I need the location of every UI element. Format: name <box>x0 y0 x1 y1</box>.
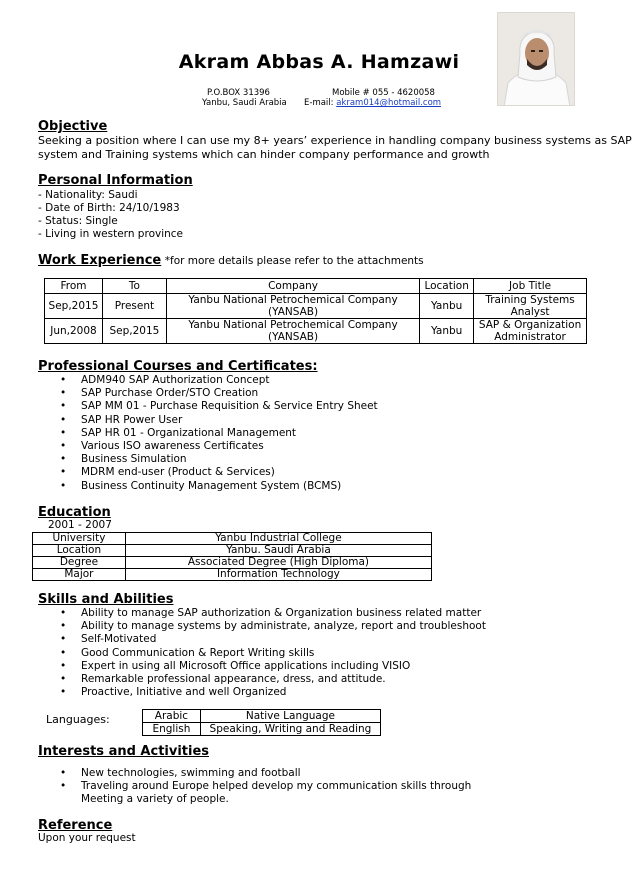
bullet-icon: • <box>60 607 67 619</box>
list-item <box>43 607 486 620</box>
education-heading: Education <box>38 505 111 520</box>
skill-text: Good Communication & Report Writing skills <box>81 646 315 659</box>
bullet-icon: • <box>60 387 67 400</box>
bullet-icon: • <box>60 646 67 659</box>
bullet-icon: • <box>60 453 67 466</box>
edu-value: Information Technology <box>125 569 431 581</box>
cell-from: Sep,2015 <box>45 294 103 319</box>
language-name: English <box>143 723 201 736</box>
po-box: P.O.BOX 31396 <box>207 88 270 98</box>
profile-photo <box>497 12 575 106</box>
skill-text: Ability to manage SAP authorization & Organization business related matter <box>81 607 482 619</box>
interests-list <box>43 767 471 807</box>
table-row <box>45 319 587 344</box>
list-item <box>43 374 378 387</box>
list-item <box>43 673 486 686</box>
interest-text-continued: Meeting a variety of people. <box>81 793 229 806</box>
cell-job-title <box>474 294 587 319</box>
table-row <box>143 723 381 736</box>
interests-heading: Interests and Activities <box>38 744 210 759</box>
course-text: Various ISO awareness Certificates <box>81 439 264 452</box>
date-of-birth: - Date of Birth: 24/10/1983 <box>38 202 180 214</box>
bullet-icon: • <box>60 686 67 699</box>
list-item <box>43 387 378 400</box>
portrait-image <box>498 13 575 106</box>
skill-text: Expert in using all Microsoft Office applications including VISIO <box>81 659 411 672</box>
list-item <box>43 686 486 699</box>
table-row <box>33 569 432 581</box>
list-item <box>43 793 471 806</box>
job-title-line-2: Analyst <box>510 306 550 318</box>
bullet-icon: • <box>60 659 67 672</box>
course-text: Business Simulation <box>81 453 187 466</box>
list-item <box>43 440 378 453</box>
table-row <box>45 294 587 319</box>
email-line <box>304 98 441 109</box>
objective-heading: Objective <box>38 119 108 134</box>
table-row <box>33 545 432 557</box>
skill-text: Remarkable professional appearance, dress, and attitude. <box>81 672 386 685</box>
edu-label: University <box>33 533 126 545</box>
list-item <box>43 400 378 413</box>
bullet-icon: • <box>60 780 67 793</box>
bullet-icon: • <box>60 672 67 685</box>
cell-to: Sep,2015 <box>102 319 166 344</box>
work-experience-table <box>44 278 587 344</box>
work-experience-note: *for more details please refer to the attachments <box>164 255 424 267</box>
table-row <box>143 710 381 723</box>
cell-company: Yanbu National Petrochemical Company (YANSAB) <box>166 294 419 319</box>
course-text: SAP Purchase Order/STO Creation <box>81 387 259 400</box>
course-text: ADM940 SAP Authorization Concept <box>81 374 270 386</box>
objective-line-1: Seeking a position where I can use my 8+ years’ experience in handling company business systems as SAP <box>38 134 632 147</box>
cell-from: Jun,2008 <box>45 319 103 344</box>
cell-job-title <box>474 319 587 344</box>
list-item <box>43 427 378 440</box>
list-item <box>43 780 471 793</box>
list-item <box>43 633 486 646</box>
table-row <box>33 557 432 569</box>
candidate-name: Akram Abbas A. Hamzawi <box>178 51 460 73</box>
skill-text: Ability to manage systems by administrate, analyze, report and troubleshoot <box>81 620 486 633</box>
list-item <box>43 453 378 466</box>
bullet-icon: • <box>60 439 67 452</box>
reference-heading: Reference <box>38 818 113 833</box>
col-company: Company <box>166 279 419 294</box>
bullet-icon: • <box>60 413 67 426</box>
interest-text: Traveling around Europe helped develop my communication skills through <box>81 780 472 793</box>
language-level: Speaking, Writing and Reading <box>200 723 380 736</box>
col-location: Location <box>420 279 474 294</box>
mobile-number: Mobile # 055 - 4620058 <box>332 88 435 98</box>
course-text: Business Continuity Management System (BCMS) <box>81 479 342 492</box>
course-text: SAP HR 01 - Organizational Management <box>81 426 297 439</box>
skill-text: Proactive, Initiative and well Organized <box>81 686 287 699</box>
col-from: From <box>45 279 103 294</box>
email-link[interactable]: akram014@hotmail.com <box>336 98 442 108</box>
courses-list <box>43 374 378 493</box>
city: Yanbu, Saudi Arabia <box>202 98 287 108</box>
list-item <box>43 647 486 660</box>
edu-label: Major <box>33 569 126 581</box>
education-table <box>32 532 432 581</box>
skill-text: Self-Motivated <box>81 633 157 646</box>
language-level: Native Language <box>200 710 380 723</box>
edu-label: Degree <box>33 557 126 569</box>
email-label: E-mail: <box>304 98 334 108</box>
course-text: SAP MM 01 - Purchase Requisition & Service Entry Sheet <box>81 400 378 413</box>
interest-text: New technologies, swimming and football <box>81 767 301 779</box>
job-title-line-1: Training Systems <box>485 294 575 306</box>
courses-heading: Professional Courses and Certificates: <box>38 359 318 374</box>
marital-status: - Status: Single <box>38 215 118 227</box>
cell-to: Present <box>102 294 166 319</box>
bullet-icon: • <box>60 426 67 439</box>
edu-value: Yanbu Industrial College <box>125 533 431 545</box>
bullet-icon: • <box>60 400 67 413</box>
list-item <box>43 620 486 633</box>
bullet-icon: • <box>60 633 67 646</box>
language-name: Arabic <box>143 710 201 723</box>
work-experience-heading: Work Experience <box>38 253 162 268</box>
work-table-header <box>45 279 587 294</box>
skills-heading: Skills and Abilities <box>38 592 174 607</box>
list-item <box>43 414 378 427</box>
personal-info-heading: Personal Information <box>38 173 193 188</box>
job-title-line-2: Administrator <box>494 331 566 343</box>
edu-value: Yanbu. Saudi Arabia <box>125 545 431 557</box>
bullet-icon: • <box>60 479 67 492</box>
list-item <box>43 466 378 479</box>
list-item <box>43 660 486 673</box>
cell-company: Yanbu National Petrochemical Company (YANSAB) <box>166 319 419 344</box>
nationality: - Nationality: Saudi <box>38 189 138 201</box>
bullet-icon: • <box>60 767 67 779</box>
bullet-icon: • <box>60 466 67 479</box>
residence: - Living in western province <box>38 228 184 240</box>
list-item <box>43 480 378 493</box>
cell-location: Yanbu <box>420 319 474 344</box>
table-row <box>33 533 432 545</box>
reference-text: Upon your request <box>38 832 136 844</box>
col-to: To <box>102 279 166 294</box>
objective-line-2: system and Training systems which can hinder company performance and growth <box>38 148 490 161</box>
bullet-icon: • <box>60 620 67 633</box>
work-experience-title <box>38 253 424 269</box>
course-text: SAP HR Power User <box>81 413 183 426</box>
cell-location: Yanbu <box>420 294 474 319</box>
course-text: MDRM end-user (Product & Services) <box>81 466 275 479</box>
col-job-title: Job Title <box>474 279 587 294</box>
education-years: 2001 - 2007 <box>48 519 112 531</box>
edu-value: Associated Degree (High Diploma) <box>125 557 431 569</box>
list-item <box>43 767 471 780</box>
languages-label: Languages: <box>46 713 110 726</box>
languages-table <box>142 709 381 736</box>
skills-list <box>43 607 486 699</box>
edu-label: Location <box>33 545 126 557</box>
job-title-line-1: SAP & Organization <box>478 319 582 331</box>
bullet-icon: • <box>60 374 67 386</box>
